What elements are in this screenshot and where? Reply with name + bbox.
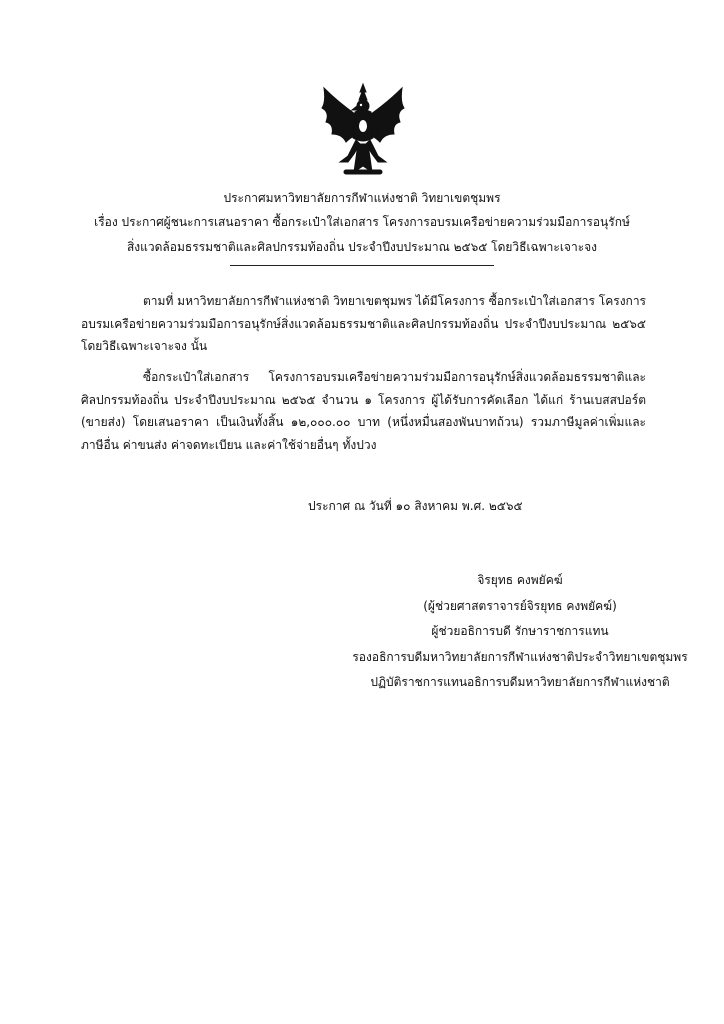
document-title: ประกาศมหาวิทยาลัยการกีฬาแห่งชาติ วิทยาเขตชุมพร xyxy=(223,191,501,205)
signatory-position-2: รองอธิการบดีมหาวิทยาลัยการกีฬาแห่งชาติประจำวิทยาเขตชุมพร xyxy=(352,650,688,664)
signatory-full-name: (ผู้ช่วยศาสตราจารย์จิรยุทธ คงพยัคฆ์) xyxy=(423,599,617,613)
signature-name: จิรยุทธ คงพยัคฆ์ xyxy=(477,573,563,587)
subject-line-2: สิ่งแวดล้อมธรรมชาติและศิลปกรรมท้องถิ่น ประจำปีงบประมาณ ๒๕๖๕ โดยวิธีเฉพาะเจาะจง xyxy=(126,240,598,254)
body-paragraph-2 xyxy=(81,366,646,456)
paragraph-1-text: ตามที่ มหาวิทยาลัยการกีฬาแห่งชาติ วิทยาเขตชุมพร ได้มีโครงการ ซื้อกระเป๋าใส่เอกสาร โครงการอบรมเครือข่ายความร่วมมือการอนุรักษ์สิ่งแวดล้อมธรรมชาติและศิลปกรรมท้องถิ่น ประจำปีงบประมาณ ๒๕๖๕ โดยวิธีเฉพาะเจาะจง นั้น xyxy=(81,294,646,353)
garuda-emblem-icon xyxy=(318,82,408,178)
subject-line-1: เรื่อง ประกาศผู้ชนะการเสนอราคา ซื้อกระเป๋าใส่เอกสาร โครงการอบรมเครือข่ายความร่วมมือการอนุรักษ์ xyxy=(94,215,630,229)
announcement-date: ประกาศ ณ วันที่ ๑๐ สิงหาคม พ.ศ. ๒๕๖๕ xyxy=(308,499,523,513)
paragraph-2-text: ซื้อกระเป๋าใส่เอกสาร โครงการอบรมเครือข่ายความร่วมมือการอนุรักษ์สิ่งแวดล้อมธรรมชาติและศิลปกรรมท้องถิ่น ประจำปีงบประมาณ ๒๕๖๕ จำนวน ๑ โครงการ ผู้ได้รับการคัดเลือก ได้แก่ ร้านเบสสปอร์ต (ขายส่ง) โดยเสนอราคา เป็นเงินทั้งสิ้น ๑๒,๐๐๐.๐๐ บาท (หนึ่งหมื่นสองพันบาทถ้วน) รวมภาษีมูลค่าเพิ่มและภาษีอื่น ค่าขนส่ง ค่าจดทะเบียน และค่าใช้จ่ายอื่นๆ ทั้งปวง xyxy=(81,370,646,452)
title-divider xyxy=(230,265,494,266)
body-paragraph-1 xyxy=(81,290,646,358)
signatory-position-1: ผู้ช่วยอธิการบดี รักษาราชการแทน xyxy=(431,624,609,638)
signatory-position-3: ปฏิบัติราชการแทนอธิการบดีมหาวิทยาลัยการกีฬาแห่งชาติ xyxy=(370,675,670,689)
